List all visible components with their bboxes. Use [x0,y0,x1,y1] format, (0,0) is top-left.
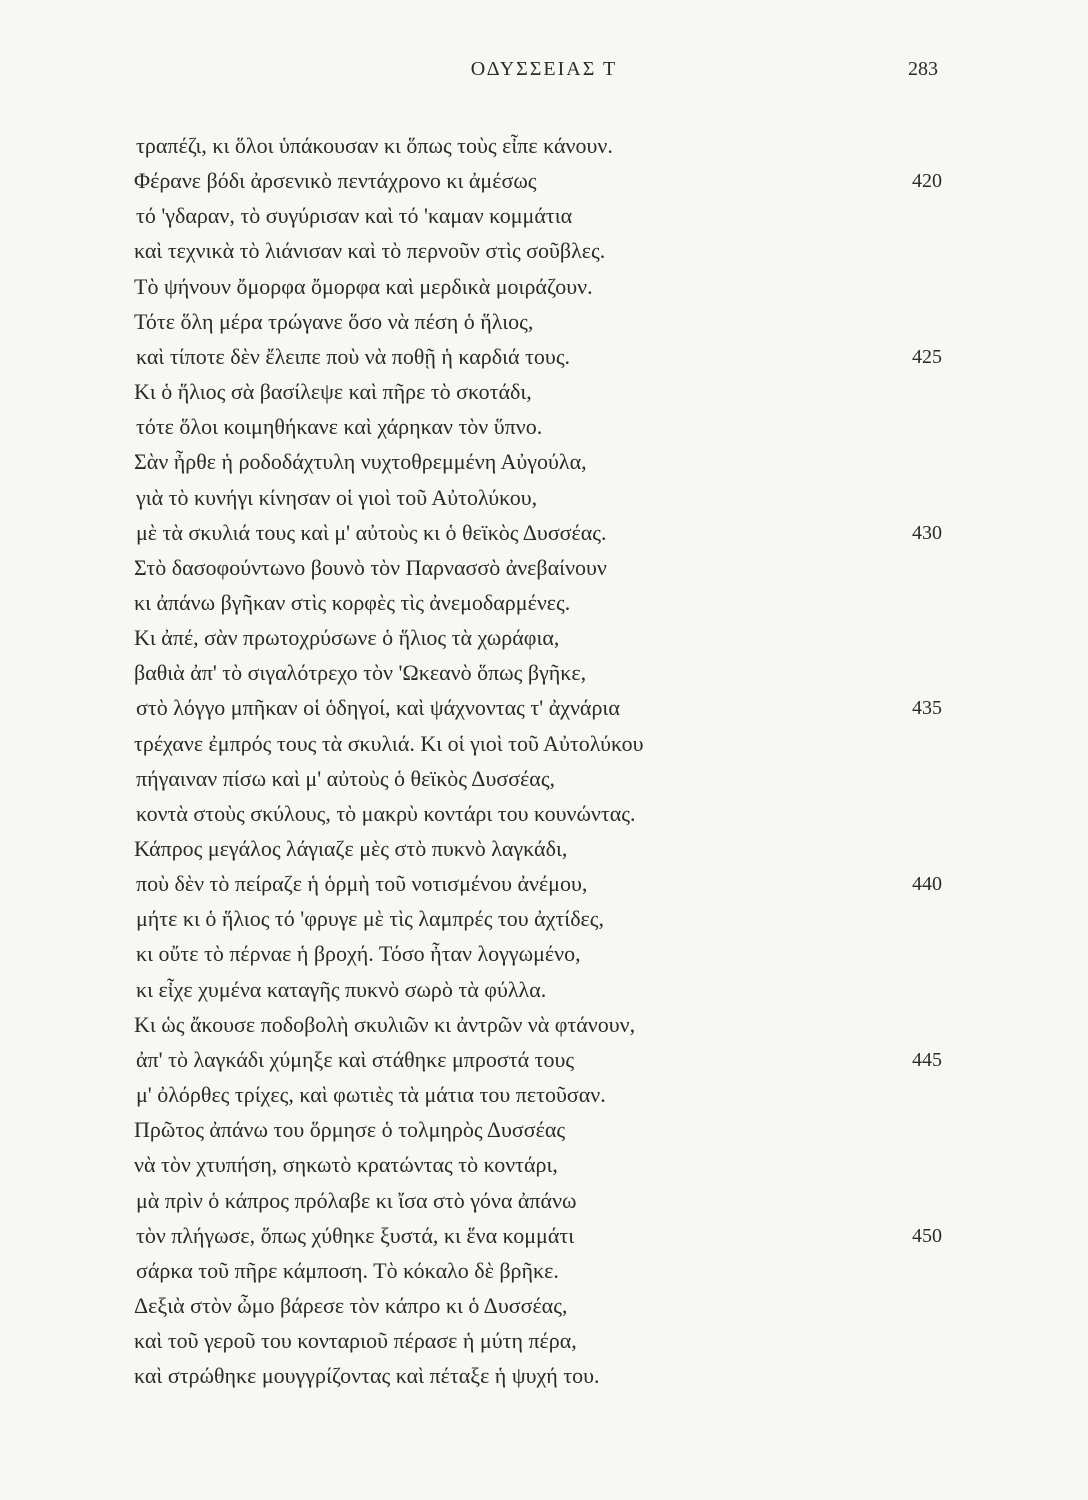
verse-text: τραπέζι, κι ὅλοι ὑπάκουσαν κι ὅπως τοὺς εἶπε κάνουν. [136,133,613,158]
line-number: 435 [912,697,942,720]
verse-line [0,796,1088,832]
verse-text: τό 'γδαραν, τὸ συγύρισαν καὶ τό 'καμαν κομμάτια [136,203,573,229]
verse-text: στὸ λόγγο μπῆκαν οἱ ὁδηγοί, καὶ ψάχνοντας τ' ἀχνάρια [136,695,620,721]
verse-line [0,128,1088,164]
verse-line [0,1288,1088,1324]
verse-text: Δεξιὰ στὸν ὦμο βάρεσε τὸν κάπρο κι ὁ Δυσσέας, [134,1292,568,1318]
verse-text: κι ἀπάνω βγῆκαν στὶς κορφὲς τὶς ἀνεμοδαρμένες. [134,589,571,615]
verse-line [0,1042,1088,1078]
verse-text: ἀπ' τὸ λαγκάδι χύμηξε καὶ στάθηκε μπροστά τους [136,1046,575,1072]
line-number: 420 [912,170,942,193]
verse-line [0,409,1088,445]
verse-text: μὰ πρὶν ὁ κάπρος πρόλαβε κι ἴσα στὸ γόνα ἀπάνω [136,1187,577,1213]
verse-text: μήτε κι ὁ ἥλιος τό 'φρυγε μὲ τὶς λαμπρές του ἀχτίδες, [136,906,605,932]
verse-text: κι οὔτε τὸ πέρναε ἡ βροχή. Τόσο ἦταν λογγωμένο, [136,941,581,967]
verse-line [0,480,1088,516]
verse-text: μὲ τὰ σκυλιά τους καὶ μ' αὐτοὺς κι ὁ θεϊκὸς Δυσσέας. [136,519,607,545]
verse-text: τὸν πλήγωσε, ὅπως χύθηκε ξυστά, κι ἕνα κομμάτι [136,1222,575,1248]
verse-line [0,936,1088,972]
verse-text: πήγαιναν πίσω καὶ μ' αὐτοὺς ὁ θεϊκὸς Δυσσέας, [136,765,556,791]
verse-line [0,585,1088,621]
verse-line [0,1077,1088,1113]
verse-line [0,972,1088,1008]
verse-text: τρέχανε ἐμπρός τους τὰ σκυλιά. Κι οἱ γιοὶ τοῦ Αὐτολύκου [134,730,644,756]
page-number: 283 [908,58,938,80]
running-title: ΟΔΥΣΣΕΙΑΣ Τ [470,58,618,80]
verse-line [0,1358,1088,1394]
verse-text: Τὸ ψήνουν ὄμορφα ὄμορφα καὶ μερδικὰ μοιράζουν. [134,273,593,299]
verse-text: Τότε ὅλη μέρα τρώγανε ὅσο νὰ πέση ὁ ἥλιος, [134,308,534,334]
verse-text: Κι ἀπέ, σὰν πρωτοχρύσωνε ὁ ἥλιος τὰ χωράφια, [134,625,560,651]
verse-text: κοντὰ στοὺς σκύλους, τὸ μακρὺ κοντάρι του κουνώντας. [136,800,636,826]
verse-line [0,304,1088,340]
verse-text: Πρῶτος ἀπάνω του ὅρμησε ὁ τολμηρὸς Δυσσέας [134,1117,566,1143]
verse-text: Σὰν ἦρθε ἡ ροδοδάχτυλη νυχτοθρεμμένη Αὐγούλα, [134,449,587,475]
verse-text: τότε ὅλοι κοιμηθήκανε καὶ χάρηκαν τὸν ὕπνο. [136,414,543,440]
verse-line [0,1007,1088,1043]
verse-line [0,866,1088,902]
verse-text: Κάπρος μεγάλος λάγιαζε μὲς στὸ πυκνὸ λαγκάδι, [134,836,568,861]
verse-line [0,761,1088,797]
verse-text: σάρκα τοῦ πῆρε κάμποση. Τὸ κόκαλο δὲ βρῆκε. [136,1257,559,1283]
verse-line [0,1183,1088,1219]
verse-line [0,515,1088,551]
verse-text: καὶ τεχνικὰ τὸ λιάνισαν καὶ τὸ περνοῦν στὶς σοῦβλες. [134,238,606,264]
verse-line [0,1147,1088,1183]
verse-text: καὶ στρώθηκε μουγγρίζοντας καὶ πέταξε ἡ ψυχή του. [134,1363,600,1389]
verse-line [0,233,1088,269]
verse-line [0,339,1088,375]
verse-line [0,726,1088,762]
verse-line [0,1253,1088,1289]
verse-line [0,901,1088,937]
line-number: 430 [912,521,942,544]
verse-line [0,269,1088,305]
line-number: 445 [912,1048,942,1071]
verse-line [0,1218,1088,1254]
verse-line [0,163,1088,199]
verse-line [0,1323,1088,1359]
line-number: 425 [912,345,942,368]
verse-line [0,620,1088,656]
verse-text: κι εἶχε χυμένα καταγῆς πυκνὸ σωρὸ τὰ φύλλα. [136,976,547,1002]
verse-line [0,198,1088,234]
verse-text: καὶ τοῦ γεροῦ του κονταριοῦ πέρασε ἡ μύτη πέρα, [134,1328,577,1354]
verse-line [0,831,1088,867]
verse-text: ποὺ δὲν τὸ πείραζε ἡ ὁρμὴ τοῦ νοτισμένου ἀνέμου, [136,871,588,897]
verse-text: βαθιὰ ἀπ' τὸ σιγαλότρεχο τὸν 'Ωκεανὸ ὅπως βγῆκε, [134,660,587,686]
verse-line [0,444,1088,480]
verse-text: νὰ τὸν χτυπήση, σηκωτὸ κρατώντας τὸ κοντάρι, [134,1152,558,1178]
line-number: 450 [912,1224,942,1247]
verse-line [0,550,1088,586]
verse-line [0,655,1088,691]
verse-text: Κι ὁ ἥλιος σὰ βασίλεψε καὶ πῆρε τὸ σκοτάδι, [134,379,532,405]
verse-text: Φέρανε βόδι ἀρσενικὸ πεντάχρονο κι ἀμέσως [134,168,537,194]
verse-line [0,374,1088,410]
verse-line [0,690,1088,726]
verse-text: Στὸ δασοφούντωνο βουνὸ τὸν Παρνασσὸ ἀνεβαίνουν [134,554,607,580]
line-number: 440 [912,873,942,896]
verse-text: καὶ τίποτε δὲν ἔλειπε ποὺ νὰ ποθῇ ἡ καρδιά τους. [136,343,571,369]
verse-line [0,1112,1088,1148]
verse-text: γιὰ τὸ κυνήγι κίνησαν οἱ γιοὶ τοῦ Αὐτολύκου, [136,484,538,510]
verse-text: μ' ὀλόρθες τρίχες, καὶ φωτιὲς τὰ μάτια του πετοῦσαν. [136,1082,606,1108]
verse-text: Κι ὡς ἄκουσε ποδοβολὴ σκυλιῶν κι ἀντρῶν νὰ φτάνουν, [134,1011,636,1037]
